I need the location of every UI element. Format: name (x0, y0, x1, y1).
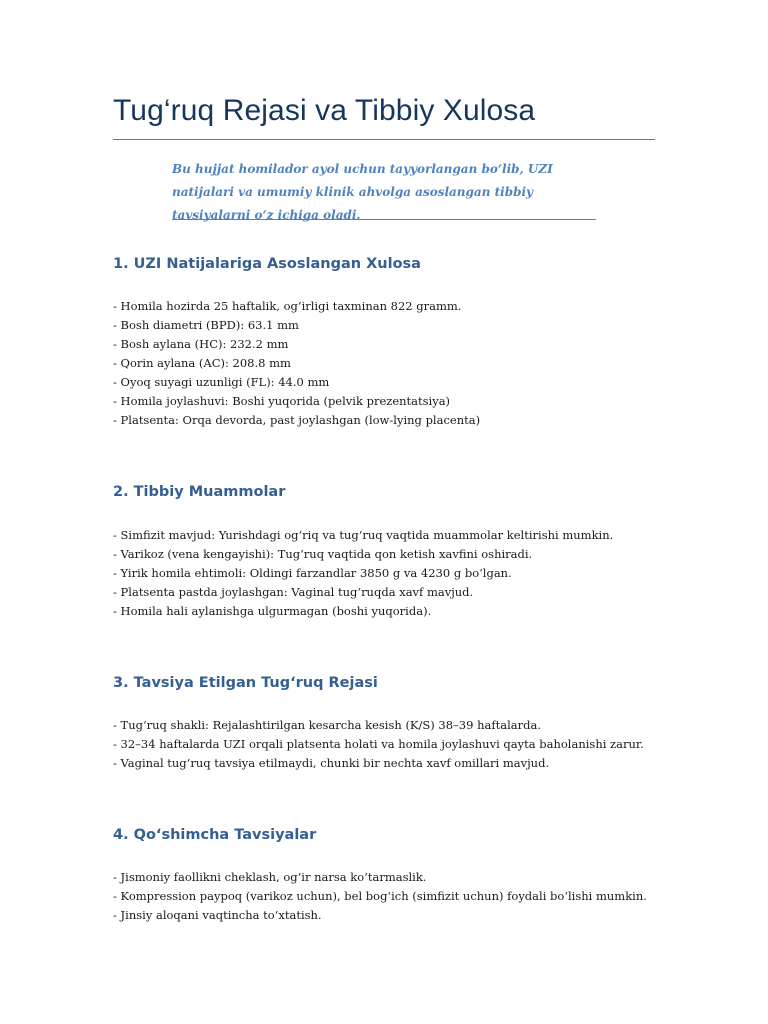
section-list-uzi (113, 297, 480, 430)
title-underline (113, 139, 655, 140)
list-item: - Jinsiy aloqani vaqtincha to‘xtatish. (113, 908, 322, 922)
section-list-extra (113, 868, 647, 925)
list-item: - 32–34 haftalarda UZI orqali platsenta holati va homila joylashuvi qayta baholanishi zarur. (113, 737, 644, 751)
list-item: - Vaginal tug‘ruq tavsiya etilmaydi, chunki bir nechta xavf omillari mavjud. (113, 756, 550, 770)
list-item: - Platsenta: Orqa devorda, past joylashgan (low-lying placenta) (113, 413, 481, 427)
quote-underline (172, 219, 596, 220)
list-item: - Jismoniy faollikni cheklash, og‘ir narsa ko‘tarmaslik. (113, 870, 427, 884)
intro-quote: Bu hujjat homilador ayol uchun tayyorlangan bo‘lib, UZI natijalari va umumiy klinik ahvolga asoslangan tibbiy tavsiyalarni o‘z ichiga oladi. (172, 162, 553, 222)
list-item: - Homila joylashuvi: Boshi yuqorida (pelvik prezentatsiya) (113, 394, 451, 408)
list-item: - Bosh diametri (BPD): 63.1 mm (113, 318, 299, 332)
list-item: - Kompression paypoq (varikoz uchun), bel bog‘ich (simfizit uchun) foydali bo‘lishi mumkin. (113, 889, 647, 903)
section-heading-uzi: 1. UZI Natijalariga Asoslangan Xulosa (113, 256, 421, 272)
section-list-plan (113, 716, 644, 773)
list-item: - Bosh aylana (HC): 232.2 mm (113, 337, 289, 351)
list-item: - Oyoq suyagi uzunligi (FL): 44.0 mm (113, 375, 330, 389)
page-title: Tug‘ruq Rejasi va Tibbiy Xulosa (113, 94, 536, 127)
list-item: - Platsenta pastda joylashgan: Vaginal tug‘ruqda xavf mavjud. (113, 585, 474, 599)
section-heading-extra: 4. Qo‘shimcha Tavsiyalar (113, 827, 317, 843)
list-item: - Tug‘ruq shakli: Rejalashtirilgan kesarcha kesish (K/S) 38–39 haftalarda. (113, 718, 541, 732)
list-item: - Homila hozirda 25 haftalik, og‘irligi taxminan 822 gramm. (113, 299, 462, 313)
list-item: - Qorin aylana (AC): 208.8 mm (113, 356, 291, 370)
section-heading-problems: 2. Tibbiy Muammolar (113, 484, 286, 500)
list-item: - Homila hali aylanishga ulgurmagan (boshi yuqorida). (113, 604, 432, 618)
section-heading-plan: 3. Tavsiya Etilgan Tug‘ruq Rejasi (113, 675, 378, 691)
list-item: - Simfizit mavjud: Yurishdagi og‘riq va tug‘ruq vaqtida muammolar keltirishi mumkin. (113, 528, 614, 542)
list-item: - Yirik homila ehtimoli: Oldingi farzandlar 3850 g va 4230 g bo‘lgan. (113, 566, 512, 580)
list-item: - Varikoz (vena kengayishi): Tug‘ruq vaqtida qon ketish xavfini oshiradi. (113, 547, 533, 561)
section-list-problems (113, 526, 613, 621)
